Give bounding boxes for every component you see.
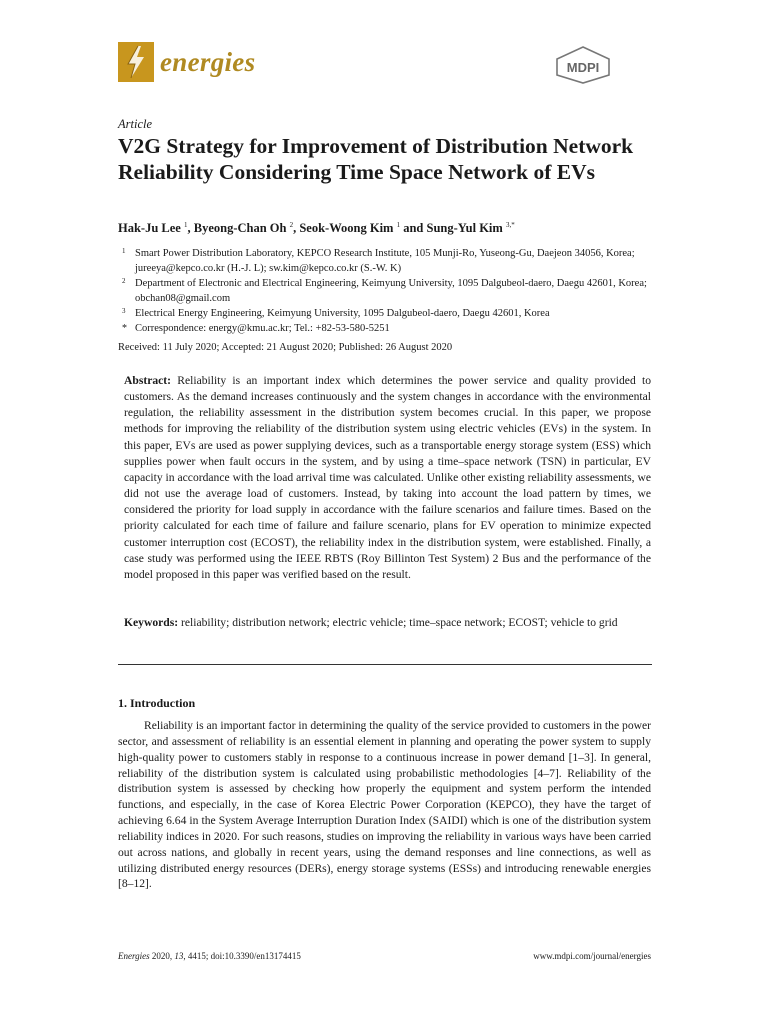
abstract-label: Abstract:: [124, 374, 172, 387]
journal-name: energies: [160, 46, 256, 77]
footer-volume: 13: [174, 951, 184, 961]
keywords: [124, 615, 651, 632]
affiliation-text: Electrical Energy Engineering, Keimyung University, 1095 Dalgubeol-daero, Daegu 42601, Korea: [135, 308, 550, 319]
correspondence-text: Correspondence: energy@kmu.ac.kr; Tel.: +82-53-580-5251: [135, 323, 390, 334]
author-name: Hak-Ju Lee: [118, 221, 181, 236]
footer-citation: [118, 951, 301, 961]
abstract-text: Reliability is an important index which determines the power service and quality provided to customers. As the demand increases continuously and the system changes in accordance with the environmental regulation, the reliability assessment in the distribution system becomes crucial. In this paper, we propose methods for improving the reliability of the distribution system using electric vehicles (EVs) in the system. In this paper, EVs are used as power supplying devices, such as a transportable energy storage system (ESS) which supplies power when fault occurs in the system, and by using a time–space network (TSN) in particular, EV capacity in accordance with the load arrival time was calculated. Unlike other existing reliability assessments, we did not use the average load of customers. Instead, by taking into account the load pattern by times, we considered the priority for load supply in accordance with the failure scenarios and failure times. Based on the priority calculated for each time of failure and failure scenario, plans for EV operation to minimize expected customer interruption cost (ECOST), the reliability index in the distribution system, were established. Finally, a case study was performed using the IEEE RBTS (Roy Billinton Test System) 2 Bus and the performance of the model proposed in this paper was verified based on the result.: [124, 374, 651, 581]
keywords-label: Keywords:: [124, 616, 179, 629]
affiliation-mark: 3: [122, 307, 126, 315]
affiliation-text: Department of Electronic and Electrical Engineering, Keimyung University, 1095 Dalgubeol-daero, Daegu 42601, Korea; obchan08@gmail.com: [135, 278, 647, 304]
author-name: Seok-Woong Kim: [299, 221, 394, 236]
affiliation-item: [118, 306, 658, 321]
author-name: Byeong-Chan Oh: [193, 221, 287, 236]
introduction-paragraph: Reliability is an important factor in determining the quality of the service provided to customers in the power sector, and assessment of reliability is an essential element in planning and operating the power system to supply high-quality power to customers stably in response to a continuous increase in power demand [1–3]. In general, reliability of the distribution system is calculated using probabilistic methodologies [4–7]. Reliability of the distribution system is assessed by checking how properly the equipment and system perform the intended functions, and especially, in the case of Korea Electric Power Corporation (KEPCO), they have the target of achieving 6.64 in the System Average Interruption Duration Index (SAIDI) which is one of the distribution system reliability indices in 2020. For such reasons, studies on improving the reliability in various ways have been carried out across nations, and globally in recent years, using the demand responses and line connections, as well as utilizing distributed energy resources (DERs), energy storage systems (ESSs) and introducing renewable energies [8–12].: [118, 719, 651, 891]
author-conjunction: and: [400, 221, 427, 236]
author-separator: ,: [187, 221, 194, 236]
author-affil-mark: 2: [289, 221, 294, 229]
author-list: [118, 221, 515, 236]
affiliation-item: [118, 246, 658, 276]
correspondence-item: [118, 321, 658, 336]
author-name: Sung-Yul Kim: [426, 221, 503, 236]
section-divider: [118, 664, 652, 665]
footer-journal: Energies: [118, 951, 150, 961]
affiliation-text: Smart Power Distribution Laboratory, KEPCO Research Institute, 105 Munji-Ro, Yuseong-Gu, Daejeon 34056, Korea; jureeya@kepco.co.kr (H.-J. L); sw.kim@kepco.co.kr (S.-W. K): [135, 248, 635, 274]
footer-year: 2020,: [149, 951, 175, 961]
article-type: Article: [118, 117, 153, 131]
affiliation-list: [118, 246, 658, 336]
author-separator: ,: [293, 221, 300, 236]
author-affil-mark: 1: [183, 221, 188, 229]
lightning-bolt-icon: [118, 42, 154, 82]
mdpi-logo: [554, 46, 612, 89]
author-affil-mark: 3,*: [505, 221, 515, 229]
affiliation-mark: 1: [122, 247, 126, 255]
correspondence-mark: *: [122, 323, 127, 334]
affiliation-mark: 2: [122, 277, 126, 285]
affiliation-item: [118, 276, 658, 306]
publisher-name: MDPI: [566, 60, 600, 75]
journal-logo: [118, 42, 255, 82]
keywords-text: reliability; distribution network; electric vehicle; time–space network; ECOST; vehicle to grid: [181, 616, 618, 629]
publication-dates: Received: 11 July 2020; Accepted: 21 August 2020; Published: 26 August 2020: [118, 342, 453, 353]
section-heading: 1. Introduction: [118, 696, 196, 710]
abstract: [124, 373, 651, 583]
mdpi-hexagon-icon: [554, 46, 612, 84]
author-affil-mark: 1: [396, 221, 401, 229]
paper-title: V2G Strategy for Improvement of Distribution Network Reliability Considering Time Space Network of EVs: [118, 134, 634, 184]
footer-doi: , 4415; doi:10.3390/en13174415: [183, 951, 301, 961]
journal-url-link[interactable]: www.mdpi.com/journal/energies: [533, 951, 651, 961]
